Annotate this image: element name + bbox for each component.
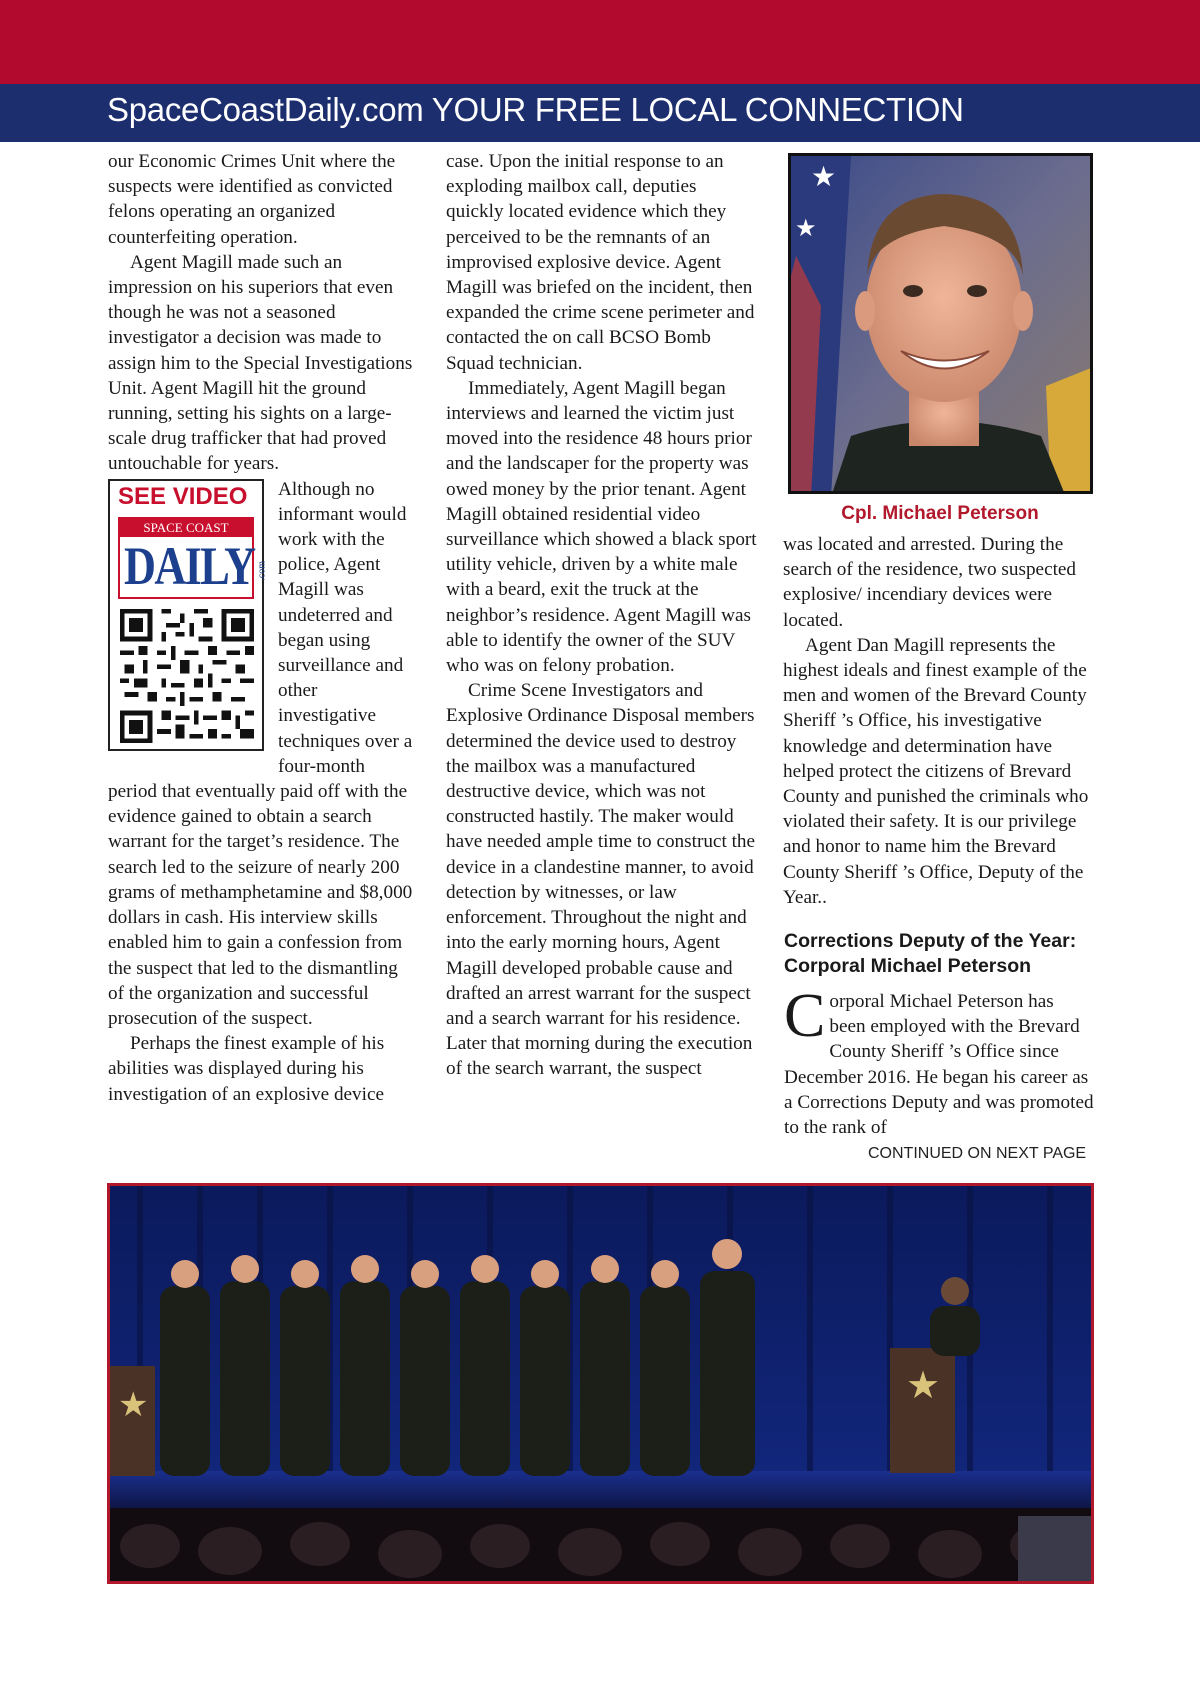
article-column-1 bbox=[108, 149, 418, 1107]
see-video-heading: SEE VIDEO bbox=[118, 482, 248, 510]
ceremony-illustration bbox=[110, 1186, 1091, 1581]
section-heading-line-1: Corrections Deputy of the Year: bbox=[784, 930, 1077, 952]
masthead-title: SpaceCoastDaily.com YOUR FREE LOCAL CONNECTION bbox=[107, 91, 964, 128]
space-coast-daily-logo bbox=[118, 517, 268, 599]
article-column-3 bbox=[783, 532, 1093, 910]
paragraph: Crime Scene Investigators and Explosive Ordinance Disposal members determined the device used to destroy the mailbox was a manufactured destructive device, which was not constructed hastily. The maker would have needed ample time to construct the device in a clandestine manner, to avoid detection by witnesses, or law enforcement. Throughout the night and into the early morning hours, Agent Magill developed probable cause and drafted an arrest warrant for the suspect and a search warrant for his residence. Later that morning during the execution of the search warrant, the suspect bbox=[446, 680, 756, 1080]
paragraph: our Economic Crimes Unit where the suspects were identified as convicted felons operating an organized counterfeiting operation. bbox=[108, 151, 396, 248]
paragraph: Perhaps the finest example of his abilities was displayed during his investigation of an explosive device bbox=[108, 1033, 385, 1105]
logo-space-coast-text: SPACE COAST bbox=[120, 519, 252, 537]
section-paragraph: orporal Michael Peterson has been employed with the Brevard County Sheriff ’s Office since December 2016. He began his career as a Corrections Deputy and was promoted to the rank of bbox=[784, 991, 1094, 1139]
section-heading bbox=[784, 929, 1094, 979]
paragraph: was located and arrested. During the search of the residence, two suspected explosive/ incendiary devices were located. bbox=[783, 534, 1077, 631]
see-video-promo[interactable] bbox=[108, 479, 268, 751]
continued-link[interactable]: CONTINUED ON NEXT PAGE bbox=[868, 1145, 1087, 1162]
article-column-2 bbox=[446, 149, 758, 1082]
portrait-caption: Cpl. Michael Peterson bbox=[841, 503, 1039, 524]
logo-com-text: .com bbox=[257, 560, 268, 581]
section-body bbox=[784, 982, 1094, 1140]
section-heading-line-2: Corporal Michael Peterson bbox=[784, 955, 1032, 977]
top-color-band bbox=[0, 0, 1200, 84]
portrait-photo bbox=[788, 153, 1093, 494]
svg-text:★: ★ bbox=[118, 1387, 149, 1424]
paragraph: Agent Dan Magill represents the highest ideals and finest example of the men and women of the Brevard County Sheriff ’s Office, his investigative knowledge and determination have helped protect the citizens of Brevard County and punished the criminals who violated their safety. It is our privilege and honor to name him the Brevard County Sheriff ’s Office, Deputy of the Year.. bbox=[783, 634, 1089, 908]
masthead-bar bbox=[0, 84, 1200, 142]
logo-daily-text: DAILY bbox=[124, 535, 255, 596]
svg-text:★: ★ bbox=[906, 1365, 941, 1407]
paragraph: Agent Magill made such an impression on his superiors that even though he was not a seasoned investigator a decision was made to assign him to the Special Investigations Unit. Agent Magill hit the ground running, setting his sights on a large-scale drug trafficker that had proved untouchable for years. bbox=[108, 251, 413, 475]
paragraph: Although no informant would work with the police, Agent Magill was undeterred and began using surveillance and other investigative techniques over a four-month period that eventually paid off with the evidence gained to obtain a search warrant for the target’s residence. The search led to the seizure of nearly 200 grams of methamphetamine and $8,000 dollars in cash. His interview skills enabled him to gain a confession from the suspect that led to the dismantling of the organization and successful prosecution of the suspect. bbox=[108, 478, 413, 1029]
paragraph: Immediately, Agent Magill began interviews and learned the victim just moved into the residence 48 hours prior and the landscaper for the property was owed money by the prior tenant. Agent Magill obtained residential video surveillance which showed a black sport utility vehicle, driven by a white male with a beard, exit the truck at the neighbor’s residence. Agent Magill was able to identify the owner of the SUV who was on felony probation. bbox=[446, 377, 757, 677]
portrait-illustration bbox=[791, 156, 1093, 494]
drop-cap: C bbox=[784, 982, 826, 1050]
svg-text:★: ★ bbox=[795, 216, 817, 242]
paragraph: case. Upon the initial response to an exploding mailbox call, deputies quickly located evidence which they perceived to be the remnants of an improvised explosive device. Agent Magill was briefed on the incident, then expanded the crime scene perimeter and contacted the on call BCSO Bomb Squad technician. bbox=[446, 151, 755, 374]
ceremony-photo bbox=[107, 1183, 1094, 1584]
qr-code-icon[interactable] bbox=[120, 609, 254, 743]
svg-text:★: ★ bbox=[811, 162, 837, 193]
